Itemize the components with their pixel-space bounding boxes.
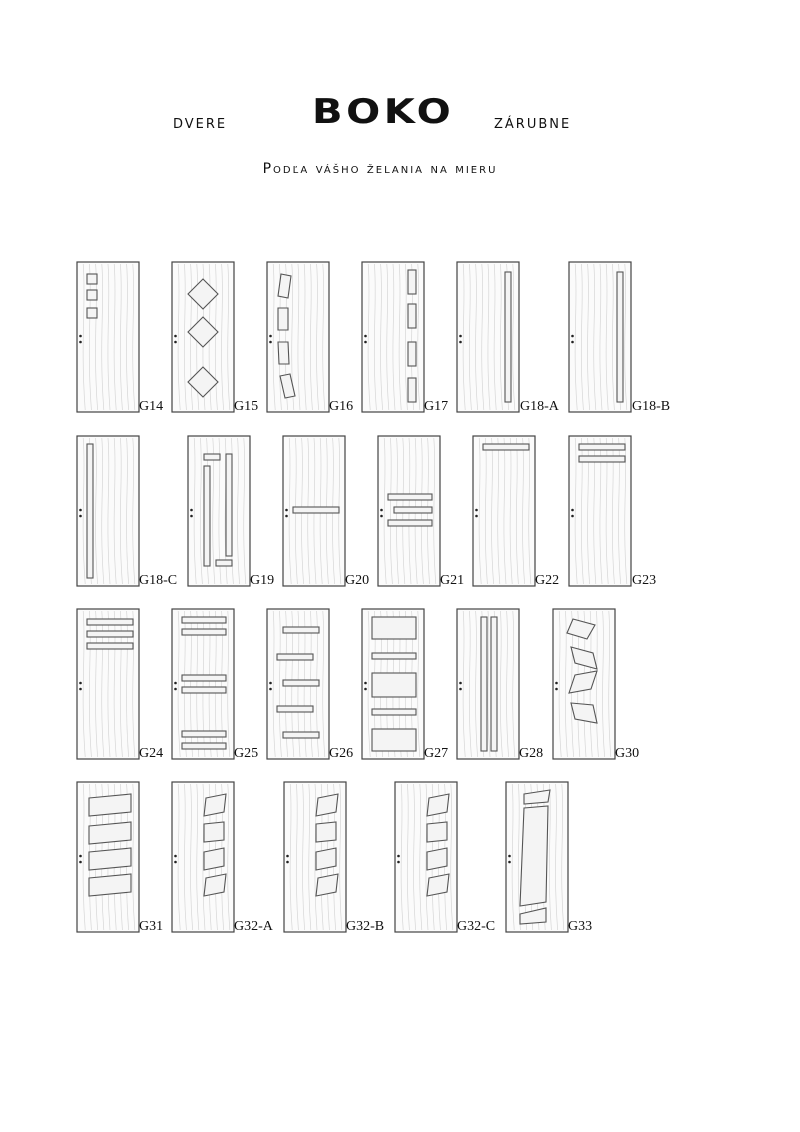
handle-icon [269,682,272,685]
keyhole-icon [79,341,82,344]
handle-icon [397,855,400,858]
door-g32-c [395,782,457,932]
door-label: G18-C [139,573,178,588]
door-g33 [506,782,568,932]
door-label: G21 [440,573,465,588]
door-label: G27 [424,746,449,761]
keyhole-icon [508,861,511,864]
keyhole-icon [174,688,177,691]
brand-logo: BOKO [312,92,455,132]
door-label: G28 [519,746,544,761]
keyhole-icon [79,688,82,691]
door-g22 [473,436,535,586]
door-label: G19 [250,573,275,588]
keyhole-icon [285,515,288,518]
door-label: G32-B [346,919,385,934]
door-label: G23 [632,573,657,588]
door-g15 [172,262,234,412]
keyhole-icon [380,515,383,518]
door-g26 [267,609,329,759]
door-g28 [457,609,519,759]
door-g16 [267,262,329,412]
tagline: Podľa vášho želania na mieru [262,161,498,177]
door-g32-b [284,782,346,932]
door-label: G32-C [457,919,496,934]
door-g19 [188,436,250,586]
door-label: G18-B [632,399,671,414]
handle-icon [508,855,511,858]
door-label: G17 [424,399,449,414]
handle-icon [269,335,272,338]
door-label: G25 [234,746,259,761]
handle-icon [475,509,478,512]
door-label: G26 [329,746,354,761]
keyhole-icon [459,341,462,344]
door-g21 [378,436,440,586]
handle-icon [190,509,193,512]
keyhole-icon [79,515,82,518]
door-label: G24 [139,746,164,761]
door-label: G18-A [520,399,559,414]
door-g18-c [77,436,139,586]
keyhole-icon [555,688,558,691]
door-label: G14 [139,399,164,414]
keyhole-icon [190,515,193,518]
handle-icon [286,855,289,858]
handle-icon [79,335,82,338]
door-g18-b [569,262,631,412]
keyhole-icon [475,515,478,518]
door-g23 [569,436,631,586]
header-right-word: ZÁRUBNE [494,117,572,132]
handle-icon [380,509,383,512]
handle-icon [79,509,82,512]
door-g24 [77,609,139,759]
door-label: G22 [535,573,560,588]
keyhole-icon [459,688,462,691]
keyhole-icon [79,861,82,864]
handle-icon [555,682,558,685]
keyhole-icon [397,861,400,864]
handle-icon [459,335,462,338]
door-g14 [77,262,139,412]
handle-icon [364,682,367,685]
header-left-word: DVERE [173,117,228,132]
keyhole-icon [364,341,367,344]
door-g30 [553,609,615,759]
door-g31 [77,782,139,932]
door-label: G32-A [234,919,273,934]
door-label: G20 [345,573,370,588]
handle-icon [571,509,574,512]
keyhole-icon [286,861,289,864]
keyhole-icon [571,515,574,518]
handle-icon [174,855,177,858]
handle-icon [79,682,82,685]
handle-icon [174,335,177,338]
keyhole-icon [174,341,177,344]
keyhole-icon [269,341,272,344]
keyhole-icon [174,861,177,864]
door-label: G15 [234,399,259,414]
door-g25 [172,609,234,759]
door-g17 [362,262,424,412]
handle-icon [459,682,462,685]
door-label: G30 [615,746,640,761]
handle-icon [79,855,82,858]
keyhole-icon [571,341,574,344]
keyhole-icon [269,688,272,691]
door-g32-a [172,782,234,932]
keyhole-icon [364,688,367,691]
door-label: G16 [329,399,354,414]
handle-icon [285,509,288,512]
door-g18-a [457,262,519,412]
door-label: G31 [139,919,164,934]
handle-icon [174,682,177,685]
door-g27 [362,609,424,759]
door-label: G33 [568,919,593,934]
door-g20 [283,436,345,586]
handle-icon [571,335,574,338]
handle-icon [364,335,367,338]
